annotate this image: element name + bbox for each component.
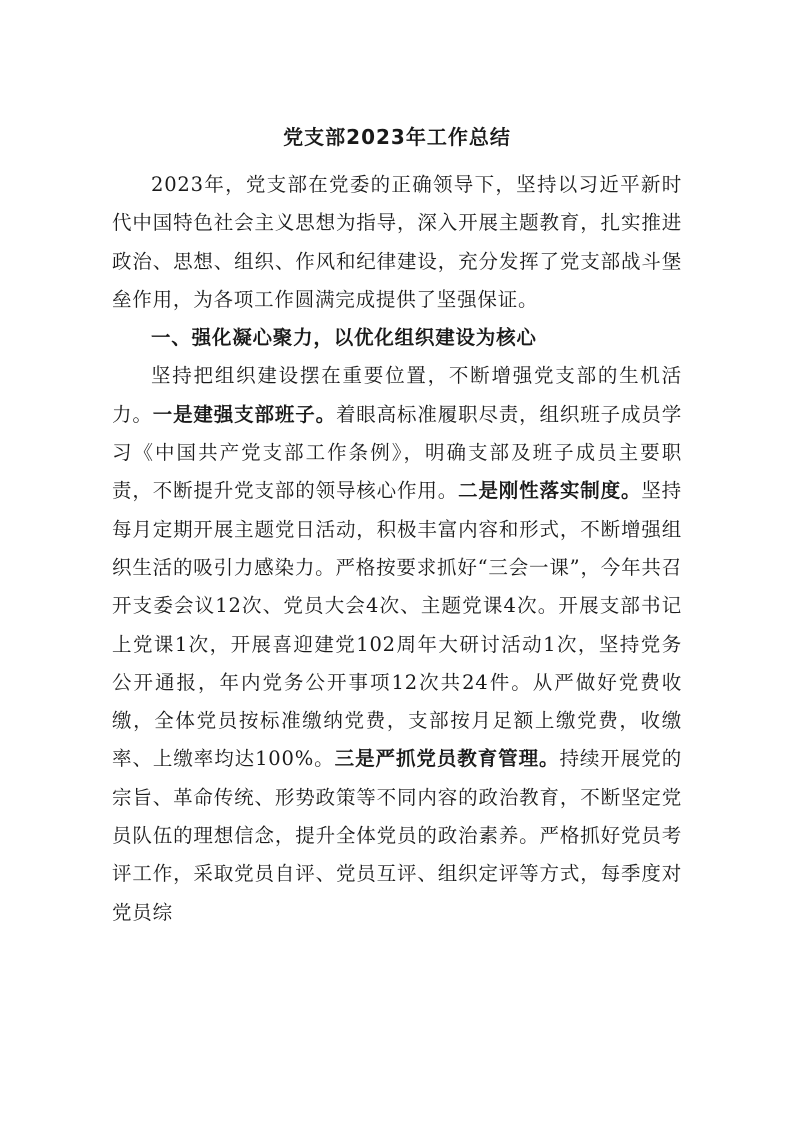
- point-1-title: 一是建强支部班子。: [152, 402, 336, 426]
- point-2-text: 坚持每月定期开展主题党日活动，积极丰富内容和形式，不断增强组织生活的吸引力感染力。严格按要求抓好“三会一课”，今年共召开支委会议12次、党员大会4次、主题党课4次。开展支部书记上党课1次，开展喜迎建党102周年大研讨活动1次，坚持党务公开通报，年内党务公开事项12次共24件。从严做好党费收缴，全体党员按标准缴纳党费，支部按月足额上缴党费，收缴率、上缴率均达100%。: [112, 479, 682, 771]
- point-3-text: 持续开展党的宗旨、革命传统、形势政策等不同内容的政治教育，不断坚定党员队伍的理想信念，提升全体党员的政治素养。严格抓好党员考评工作，采取党员自评、党员互评、组织定评等方式，每季度对党员综: [112, 747, 682, 924]
- document-title: 党支部2023年工作总结: [283, 125, 511, 149]
- section-1-paragraph: [112, 357, 682, 931]
- document-page: [112, 118, 682, 932]
- section-heading-1: 一、强化凝心聚力，以优化组织建设为核心: [151, 326, 537, 350]
- intro-paragraph: 2023年，党支部在党委的正确领导下，坚持以习近平新时代中国特色社会主义思想为指导，深入开展主题教育，扎实推进政治、思想、组织、作风和纪律建设，充分发挥了党支部战斗堡垒作用，为各项工作圆满完成提供了坚强保证。: [112, 173, 682, 311]
- point-3-title: 三是严抓党员教育管理。: [334, 747, 560, 771]
- point-1-text: 着眼高标准履职尽责，组织班子成员学习《中国共产党支部工作条例》，明确支部及班子成员主要职责，不断提升党支部的领导核心作用。: [112, 402, 682, 503]
- point-2-title: 二是刚性落实制度。: [458, 479, 642, 503]
- section-1-lead: 坚持把组织建设摆在重要位置，不断增强党支部的生机活力。: [112, 364, 682, 426]
